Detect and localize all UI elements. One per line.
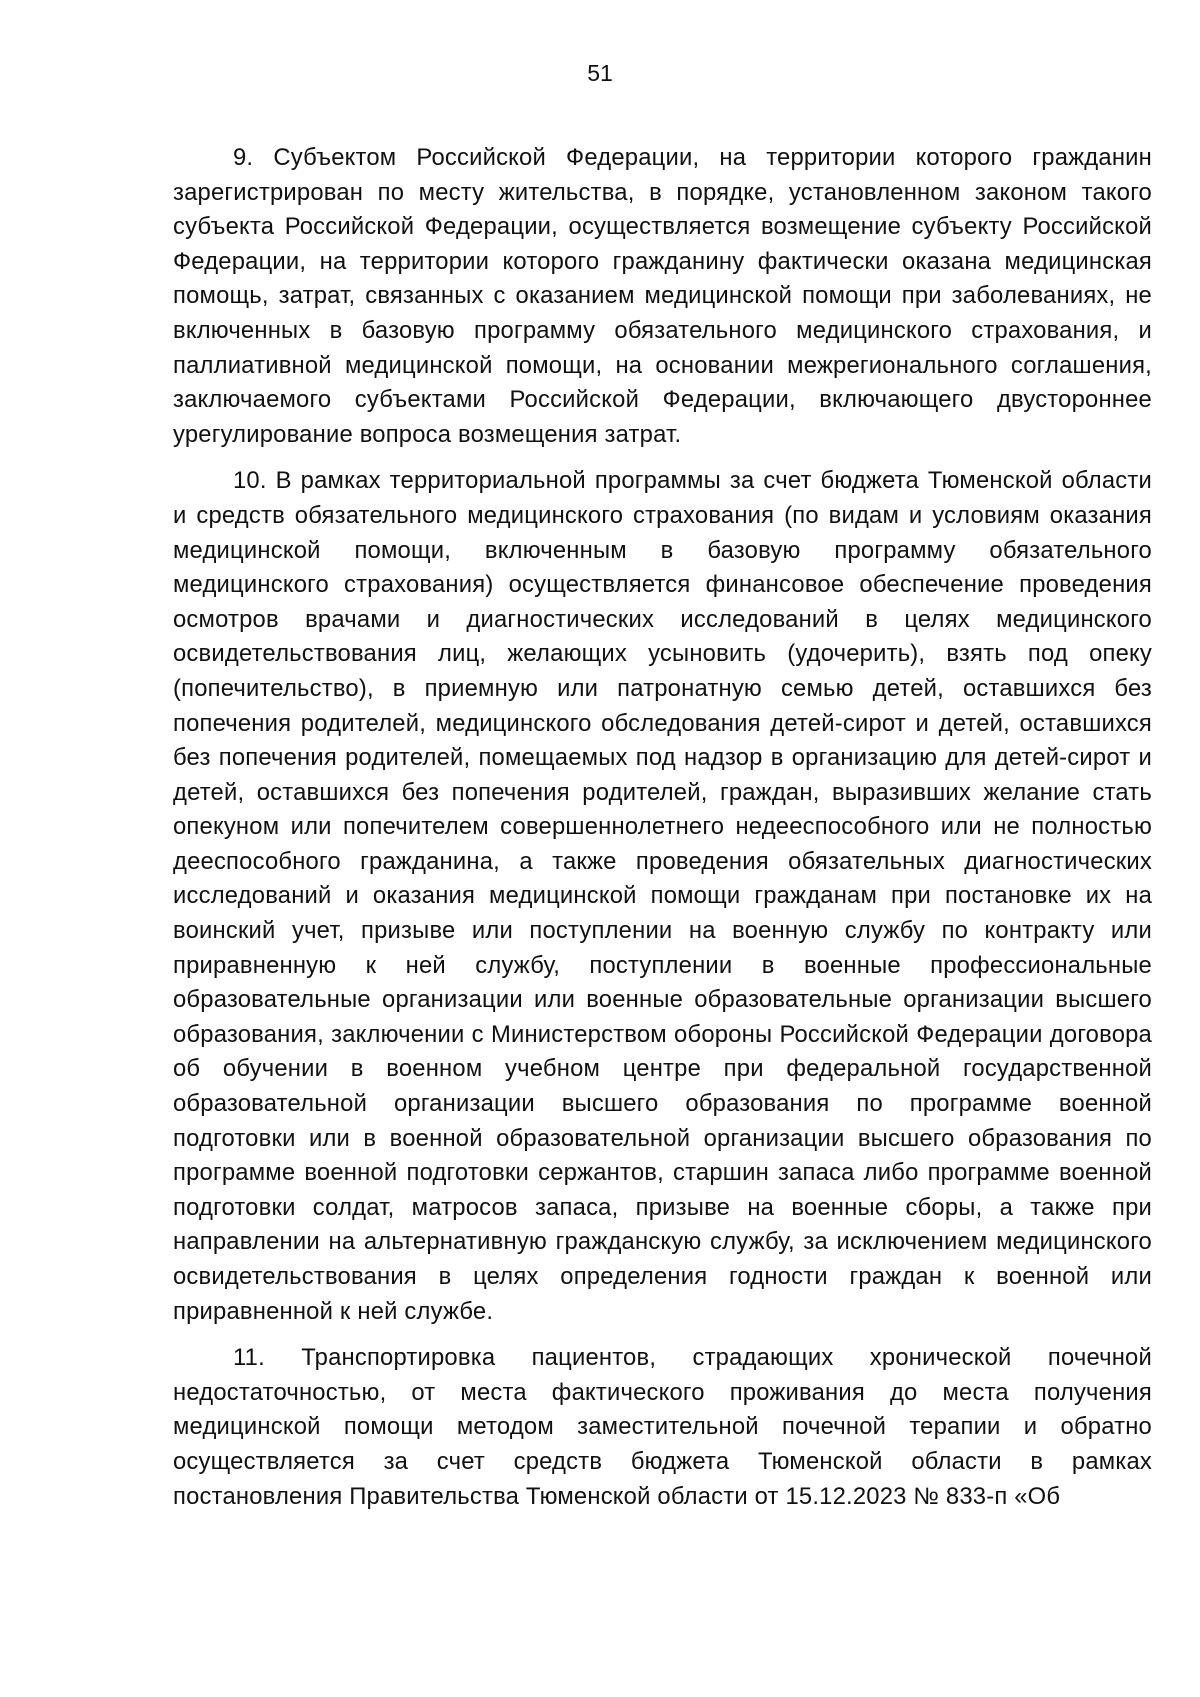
paragraph-9: 9. Субъектом Российской Федерации, на территории которого гражданин зарегистрирован по месту жительства, в порядке, установленном законом такого субъекта Российской Федерации, осуществляется возмещение субъекту Российской Федерации, на территории которого гражданину фактически оказана медицинская помощь, затрат, связанных с оказанием медицинской помощи при заболеваниях, не включенных в базовую программу обязательного медицинского страхования, и паллиативной медицинской помощи, на основании межрегионального соглашения, заключаемого субъектами Российской Федерации, включающего двустороннее урегулирование вопроса возмещения затрат. bbox=[173, 144, 1152, 448]
paragraph-10: 10. В рамках территориальной программы за счет бюджета Тюменской области и средств обязательного медицинского страхования (по видам и условиям оказания медицинской помощи, включенным в базовую программу обязательного медицинского страхования) осуществляется финансовое обеспечение проведения осмотров врачами и диагностических исследований в целях медицинского освидетельствования лиц, желающих усыновить (удочерить), взять под опеку (попечительство), в приемную или патронатную семью детей, оставшихся без попечения родителей, медицинского обследования детей-сирот и детей, оставшихся без попечения родителей, помещаемых под надзор в организацию для детей-сирот и детей, оставшихся без попечения родителей, граждан, выразивших желание стать опекуном или попечителем совершеннолетнего недееспособного или не полностью дееспособного гражданина, а также проведения обязательных диагностических исследований и оказания медицинской помощи гражданам при постановке их на воинский учет, призыве или поступлении на военную службу по контракту или приравненную к ней службу, поступлении в военные профессиональные образовательные организации или военные образовательные организации высшего образования, заключении с Министерством обороны Российской Федерации договора об обучении в военном учебном центре при федеральной государственной образовательной организации высшего образования по программе военной подготовки или в военной образовательной организации высшего образования по программе военной подготовки сержантов, старшин запаса либо программе военной подготовки солдат, матросов запаса, призыве на военные сборы, а также при направлении на альтернативную гражданскую службу, за исключением медицинского освидетельствования в целях определения годности граждан к военной или приравненной к ней службе. bbox=[173, 467, 1152, 1325]
document-body bbox=[173, 141, 1152, 1514]
page-number: 51 bbox=[587, 60, 613, 86]
paragraph-11: 11. Транспортировка пациентов, страдающих хронической почечной недостаточностью, от места фактического проживания до места получения медицинской помощи методом заместительной почечной терапии и обратно осуществляется за счет средств бюджета Тюменской области в рамках постановления Правительства Тюменской области от 15.12.2023 № 833-п «Об bbox=[173, 1344, 1152, 1510]
